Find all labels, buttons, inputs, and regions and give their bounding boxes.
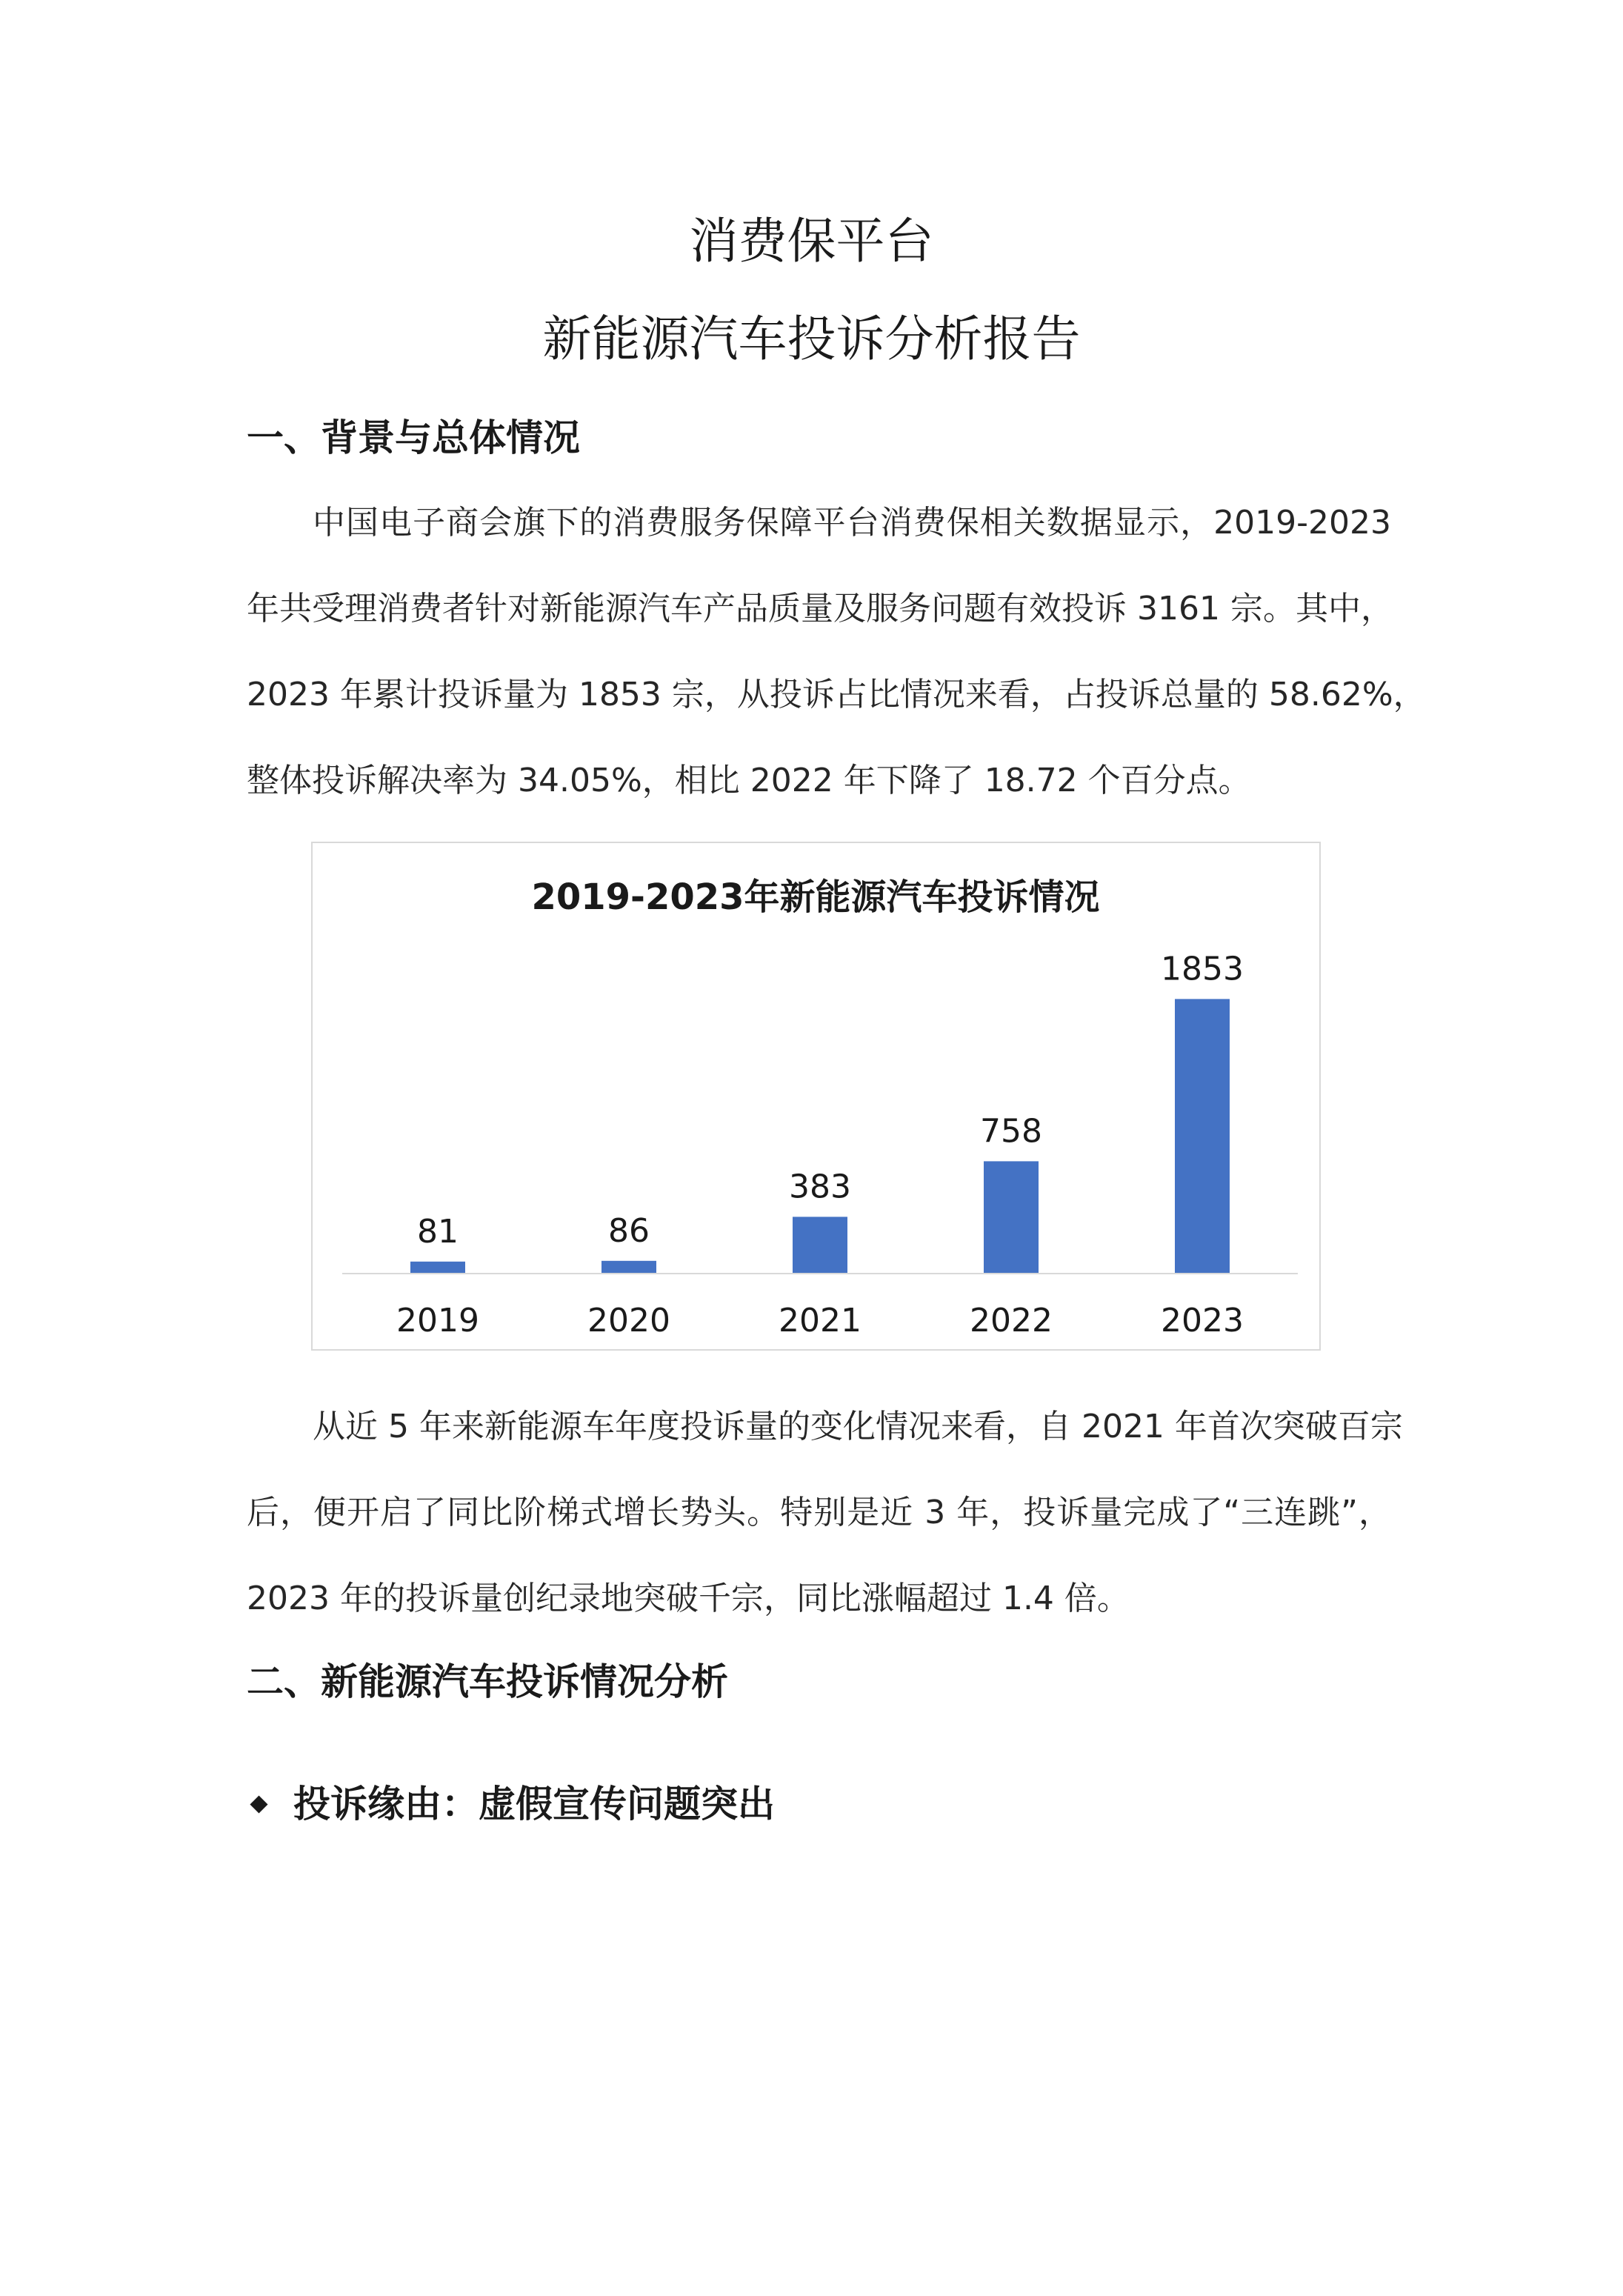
bullet-heading-text: 投诉缘由：虚假宣传问题突出 [293,1783,775,1826]
complaints-bar-chart [311,842,1321,1351]
section-heading-complaint-analysis: 二、新能源汽车投诉情况分析 [247,1660,728,1703]
chart-title: 2019-2023年新能源汽车投诉情况 [531,876,1100,918]
data-label-2019: 81 [417,1212,459,1251]
paragraph-line: 2023 年的投诉量创纪录地突破千宗，同比涨幅超过 1.4 倍。 [247,1580,1130,1617]
x-tick-label-2021: 2021 [779,1302,862,1340]
diamond-bullet-icon [250,1795,267,1813]
bullet-heading-complaint-reasons [247,1783,775,1826]
document-title-line-1: 消费保平台 [689,213,934,270]
x-tick-label-2020: 2020 [587,1302,670,1340]
data-label-2023: 1853 [1161,950,1244,988]
paragraph-line: 2023 年累计投诉量为 1853 宗，从投诉占比情况来看，占投诉总量的 58.62%， [247,676,1426,713]
data-label-2021: 383 [789,1168,851,1206]
chart-labels [396,950,1244,1340]
paragraph-line: 中国电子商会旗下的消费服务保障平台消费保相关数据显示，2019-2023 [313,504,1391,542]
chart-bar-2019 [410,1262,465,1274]
chart-bar-2023 [1175,999,1230,1274]
x-tick-label-2022: 2022 [970,1302,1053,1340]
data-label-2022: 758 [980,1112,1042,1151]
paragraph-line: 后，便开启了同比阶梯式增长势头。特别是近 3 年，投诉量完成了“三连跳”， [247,1494,1391,1531]
section-heading-background: 一、背景与总体情况 [247,416,580,459]
x-tick-label-2023: 2023 [1161,1302,1244,1340]
paragraph-line: 从近 5 年来新能源车年度投诉量的变化情况来看，自 2021 年首次突破百宗 [313,1408,1403,1445]
x-tick-label-2019: 2019 [396,1302,479,1340]
paragraph-background-overview [247,480,1426,824]
chart-bar-2020 [601,1261,656,1274]
paragraph-line: 年共受理消费者针对新能源汽车产品质量及服务问题有效投诉 3161 宗。其中， [247,590,1393,628]
chart-bar-2021 [793,1217,847,1274]
paragraph-line: 整体投诉解决率为 34.05%，相比 2022 年下降了 18.72 个百分点。 [247,762,1251,799]
document-title-line-2: 新能源汽车投诉分析报告 [542,310,1081,367]
chart-canvas [313,843,1319,1349]
chart-bar-2022 [984,1161,1039,1274]
chart-bars [410,999,1230,1274]
data-label-2020: 86 [608,1211,650,1250]
paragraph-trend-analysis [247,1384,1403,1642]
